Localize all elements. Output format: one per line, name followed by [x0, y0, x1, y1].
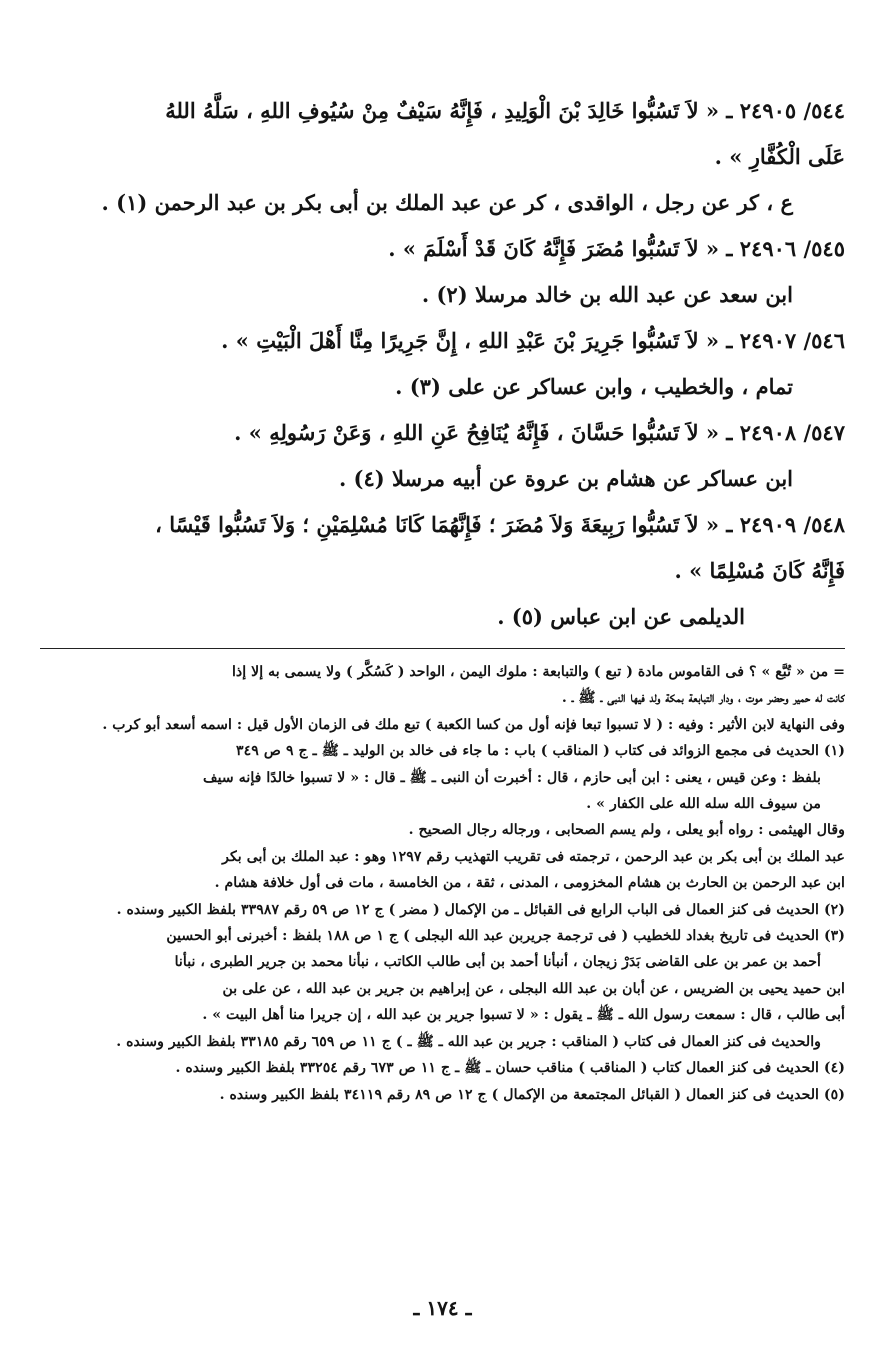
footnote-4: (٤) الحديث فى كنز العمال كتاب ( المناقب ) مناقب حسان ـ ﷺ ـ ج ١١ ص ٦٧٣ رقم ٣٣٢٥٤ بلفظ الكبير وسنده .	[175, 1060, 845, 1077]
footnote-line: أحمد بن عمر بن على القاضى بَدَرْ زيجان ، أنبأنا أحمد بن أبى طالب الكاتب ، نبأنا محمد بن جرير الطبرى ، نبأنا	[174, 954, 821, 971]
footnote-2: (٢) الحديث فى كنز العمال فى الباب الرابع فى القبائل ـ من الإكمال ( مضر ) ج ١٢ ص ٥٩ رقم ٣٣٩٨٧ بلفظ الكبير وسنده .	[116, 901, 845, 918]
footnote-line: من سيوف الله سله الله على الكفار » .	[586, 796, 821, 813]
hadith-548-line-2: فَإِنَّهُ كَانَ مُسْلِمًا » .	[674, 558, 845, 583]
hadith-547-line: ٥٤٧/ ٢٤٩٠٨ ـ « لاَ تَسُبُّوا حَسَّانَ ، فَإِنَّهُ يُنَافِحُ عَنِ اللهِ ، وَعَنْ رَسُولِهِ » .	[234, 420, 845, 445]
footnote-line: بلفظ : وعن قيس ، يعنى : ابن أبى حازم ، قال : أخبرت أن النبى ـ ﷺ ـ قال : « لا تسبوا خالدًا فإنه سيف	[202, 769, 821, 786]
hadith-544-line-1: ٥٤٤/ ٢٤٩٠٥ ـ « لاَ تَسُبُّوا خَالِدَ بْنَ الْوَلِيدِ ، فَإِنَّهُ سَيْفٌ مِنْ سُيُوفِ اللهِ ، سَلَّهُ اللهُ	[165, 98, 845, 123]
book-page	[40, 88, 845, 1352]
footnote-separator	[40, 648, 845, 649]
footnote-line: والحديث فى كنز العمال فى كتاب ( المناقب : جرير بن عبد الله ـ ﷺ ـ ) ج ١١ ص ٦٥٩ رقم ٣٣١٨٥ بلفظ الكبير وسنده .	[116, 1033, 821, 1050]
hadith-544-source: ع ، كر عن رجل ، الواقدى ، كر عن عبد الملك بن أبى بكر بن عبد الرحمن (١) .	[101, 190, 793, 215]
footnote-line: وفى النهاية لابن الأثير : وفيه : ( لا تسبوا تبعا فإنه أول من كسا الكعبة ) تبع ملك فى الزمان الأول قيل : اسمه أسعد أبو كرب .	[102, 716, 845, 733]
hadith-547-source: ابن عساكر عن هشام بن عروة عن أبيه مرسلا (٤) .	[338, 466, 793, 491]
footnote-line: = من « تُبَّع » ؟ فى القاموس مادة ( تبع ) والتبابعة : ملوك اليمن ، الواحد ( كَسُكَّر ) ولا يسمى به إلا إذا	[231, 664, 845, 680]
footnote-line: كانت له حمير وحضر موت ، ودار التبابعة بمكة ولد فيها النبى ـ ﷺ ـ .	[561, 690, 845, 707]
hadith-545-source: ابن سعد عن عبد الله بن خالد مرسلا (٢) .	[421, 282, 793, 307]
footnote-5: (٥) الحديث فى كنز العمال ( القبائل المجتمعة من الإكمال ) ج ١٢ ص ٨٩ رقم ٣٤١١٩ بلفظ الكبير وسنده .	[219, 1086, 845, 1103]
footnote-line: ابن حميد يحيى بن الضريس ، عن أبان بن عبد الله البجلى ، عن إبراهيم بن جرير بن عبد الله ، عن على بن	[222, 980, 845, 997]
hadith-546-line: ٥٤٦/ ٢٤٩٠٧ ـ « لاَ تَسُبُّوا جَرِيرَ بْنَ عَبْدِ اللهِ ، إِنَّ جَرِيرًا مِنَّا أَهْلَ الْبَيْتِ » .	[221, 328, 845, 353]
hadith-545-line: ٥٤٥/ ٢٤٩٠٦ ـ « لاَ تَسُبُّوا مُضَرَ فَإِنَّهُ كَانَ قَدْ أَسْلَمَ » .	[388, 236, 845, 261]
footnotes	[40, 659, 845, 1108]
footnote-3: (٣) الحديث فى تاريخ بغداد للخطيب ( فى ترجمة جريربن عبد الله البجلى ) ج ١ ص ١٨٨ بلفظ : أخبرنى أبو الحسين	[166, 928, 845, 945]
hadith-548-source: الديلمى عن ابن عباس (٥) .	[497, 604, 745, 629]
footnote-line: أبى طالب ، قال : سمعت رسول الله ـ ﷺ ـ يقول : « لا تسبوا جرير بن عبد الله ، إن جريرا منا أهل البيت » .	[202, 1007, 845, 1024]
footnote-line: ابن عبد الرحمن بن الحارث بن هشام المخزومى ، المدنى ، ثقة ، من الخامسة ، مات فى أول خلافة هشام .	[214, 875, 845, 892]
hadith-544-line-2: عَلَى الْكُفَّارِ » .	[714, 144, 845, 169]
footnote-line: وقال الهيثمى : رواه أبو يعلى ، ولم يسم الصحابى ، ورجاله رجال الصحيح .	[408, 822, 845, 839]
footnote-1: (١) الحديث فى مجمع الزوائد فى كتاب ( المناقب ) باب : ما جاء فى خالد بن الوليد ـ ﷺ ـ ج ٩ ص ٣٤٩	[236, 743, 845, 760]
hadith-main-text	[40, 88, 845, 640]
page-number: ـ ١٧٤ ـ	[413, 1296, 472, 1320]
footnote-line: عبد الملك بن أبى بكر بن عبد الرحمن ، ترجمته فى تقريب التهذيب رقم ١٢٩٧ وهو : عبد الملك بن أبى بكر	[222, 848, 845, 865]
hadith-548-line-1: ٥٤٨/ ٢٤٩٠٩ ـ « لاَ تَسُبُّوا رَبِيعَةَ وَلاَ مُضَرَ ؛ فَإِنَّهُمَا كَانَا مُسْلِمَيْنِ ؛ وَلاَ تَسُبُّوا قَيْسًا ،	[155, 512, 845, 537]
hadith-546-source: تمام ، والخطيب ، وابن عساكر عن على (٣) .	[395, 374, 793, 399]
